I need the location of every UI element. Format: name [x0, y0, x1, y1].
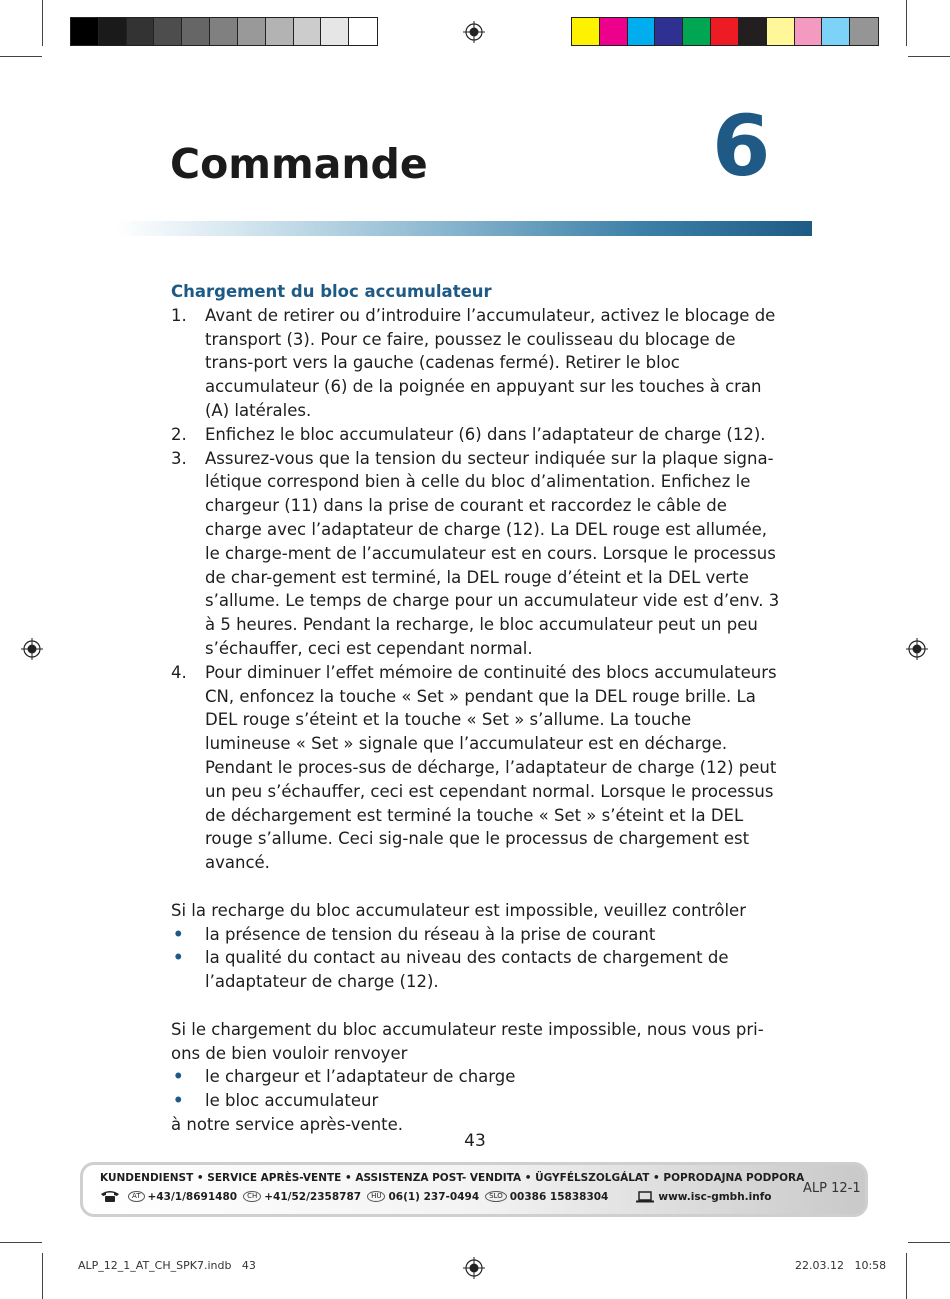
crop-mark — [906, 0, 907, 46]
contact-line — [100, 1190, 772, 1203]
color-calibration-bar — [571, 17, 879, 46]
list-item — [171, 423, 781, 447]
color-swatch — [238, 18, 266, 45]
page-title: Commande — [170, 140, 428, 188]
step-text: Enfichez le bloc accumulateur (6) dans l’adaptateur de charge (12). — [205, 424, 766, 444]
telephone-icon — [100, 1190, 120, 1203]
registration-mark-icon — [463, 1257, 485, 1279]
color-swatch — [795, 18, 823, 45]
color-swatch — [683, 18, 711, 45]
phone-number: 00386 15838304 — [509, 1190, 609, 1203]
crop-mark — [908, 1242, 950, 1243]
page-number: 43 — [464, 1131, 486, 1151]
phone-number: 06(1) 237-0494 — [388, 1190, 480, 1203]
color-swatch — [321, 18, 349, 45]
color-swatch — [767, 18, 795, 45]
bullet-text: la qualité du contact au niveau des contacts de chargement de l’adaptateur de charge (12). — [205, 948, 729, 992]
registration-mark-icon — [463, 21, 485, 43]
country-code: SLO — [485, 1191, 507, 1202]
list-item — [171, 447, 781, 661]
color-swatch — [600, 18, 628, 45]
bullet-icon: • — [173, 924, 184, 944]
step-number: 2. — [171, 424, 187, 444]
bullet-text: la présence de tension du réseau à la prise de courant — [205, 924, 656, 944]
color-swatch — [99, 18, 127, 45]
crop-mark — [42, 0, 43, 46]
grayscale-calibration-bar — [70, 17, 378, 46]
return-outro: à notre service après-vente. — [171, 1114, 404, 1134]
main-content — [171, 280, 781, 1137]
phone-number: +43/1/8691480 — [147, 1190, 238, 1203]
crop-mark — [0, 56, 42, 57]
crop-mark — [908, 56, 950, 57]
color-swatch — [349, 18, 377, 45]
laptop-icon — [636, 1191, 654, 1203]
step-text: Assurez-vous que la tension du secteur indiquée sur la plaque signa-létique correspond bien à celle du bloc d’alimentation. Enfichez le chargeur (11) dans la prise de courant et raccordez le câble de charge avec l’adaptateur de charge (12). La DEL rouge est allumée, le charge-ment de l’accumulateur est en cours. Lorsque le processus de char-gement est terminé, la DEL rouge d’éteint et la DEL verte s’allume. Le temps de charge pour un accumulateur vide est d’env. 3 à 5 heures. Pendant la recharge, le bloc accumulateur peut un peu s’échauffer, ceci est cependant normal. — [205, 448, 780, 658]
color-swatch — [154, 18, 182, 45]
chapter-number: 6 — [712, 97, 771, 195]
gradient-divider — [115, 221, 812, 236]
bullet-text: le chargeur et l’adaptateur de charge — [205, 1067, 516, 1087]
bullet-item — [171, 1089, 781, 1113]
color-swatch — [711, 18, 739, 45]
color-swatch — [739, 18, 767, 45]
bullet-icon: • — [173, 1067, 184, 1087]
crop-mark — [906, 1253, 907, 1299]
color-swatch — [655, 18, 683, 45]
step-number: 3. — [171, 448, 187, 468]
list-item — [171, 304, 781, 423]
registration-mark-icon — [21, 638, 43, 660]
color-swatch — [572, 18, 600, 45]
model-label: ALP 12-1 — [803, 1181, 861, 1196]
crop-mark — [42, 1253, 43, 1299]
print-file-label: ALP_12_1_AT_CH_SPK7.indb 43 — [78, 1259, 256, 1272]
color-swatch — [266, 18, 294, 45]
bullet-item — [171, 1065, 781, 1089]
color-swatch — [850, 18, 878, 45]
step-number: 4. — [171, 662, 187, 682]
step-text: Avant de retirer ou d’introduire l’accumulateur, activez le blocage de transport (3). Pour ce faire, poussez le coulisseau du blocage de trans-port vers la gauche (cadenas fermé). Retirer le bloc accumulateur (6) de la poignée en appuyant sur les touches à cran (A) latérales. — [205, 305, 776, 420]
bullet-icon: • — [173, 1091, 184, 1111]
print-datetime: 22.03.12 10:58 — [795, 1259, 887, 1272]
bullet-text: le bloc accumulateur — [205, 1091, 379, 1111]
bullet-icon: • — [173, 948, 184, 968]
section-heading: Chargement du bloc accumulateur — [171, 282, 492, 301]
check-intro: Si la recharge du bloc accumulateur est impossible, veuillez contrôler — [171, 900, 746, 920]
color-swatch — [127, 18, 155, 45]
color-swatch — [628, 18, 656, 45]
service-label: KUNDENDIENST • SERVICE APRÈS-VENTE • ASSISTENZA POST- VENDITA • ÜGYFÉLSZOLGÁLAT • POPRODAJNA PODPORA — [100, 1172, 805, 1184]
color-swatch — [71, 18, 99, 45]
step-number: 1. — [171, 305, 187, 325]
country-code: AT — [128, 1191, 145, 1202]
website-link[interactable]: www.isc-gmbh.info — [658, 1190, 772, 1203]
phone-number: +41/52/2358787 — [264, 1190, 362, 1203]
bullet-item — [171, 923, 781, 947]
color-swatch — [182, 18, 210, 45]
color-swatch — [210, 18, 238, 45]
return-intro: Si le chargement du bloc accumulateur reste impossible, nous vous pri-ons de bien vouloir renvoyer — [171, 1019, 764, 1063]
registration-mark-icon — [906, 638, 928, 660]
color-swatch — [822, 18, 850, 45]
country-code: CH — [243, 1191, 261, 1202]
step-text: Pour diminuer l’effet mémoire de continuité des blocs accumulateurs CN, enfoncez la touche « Set » pendant que la DEL rouge brille. La DEL rouge s’éteint et la touche « Set » s’allume. La touche lumineuse « Set » signale que l’accumulateur est en décharge. Pendant le proces-sus de décharge, l’adaptateur de charge (12) peut un peu s’échauffer, ceci est cependant normal. Lorsque le processus de déchargement est terminé la touche « Set » s’éteint et la DEL rouge s’allume. Ceci sig-nale que le processus de chargement est avancé. — [205, 662, 777, 873]
crop-mark — [0, 1242, 42, 1243]
color-swatch — [294, 18, 322, 45]
bullet-item — [171, 946, 781, 994]
list-item — [171, 661, 781, 875]
country-code: HU — [367, 1191, 385, 1202]
